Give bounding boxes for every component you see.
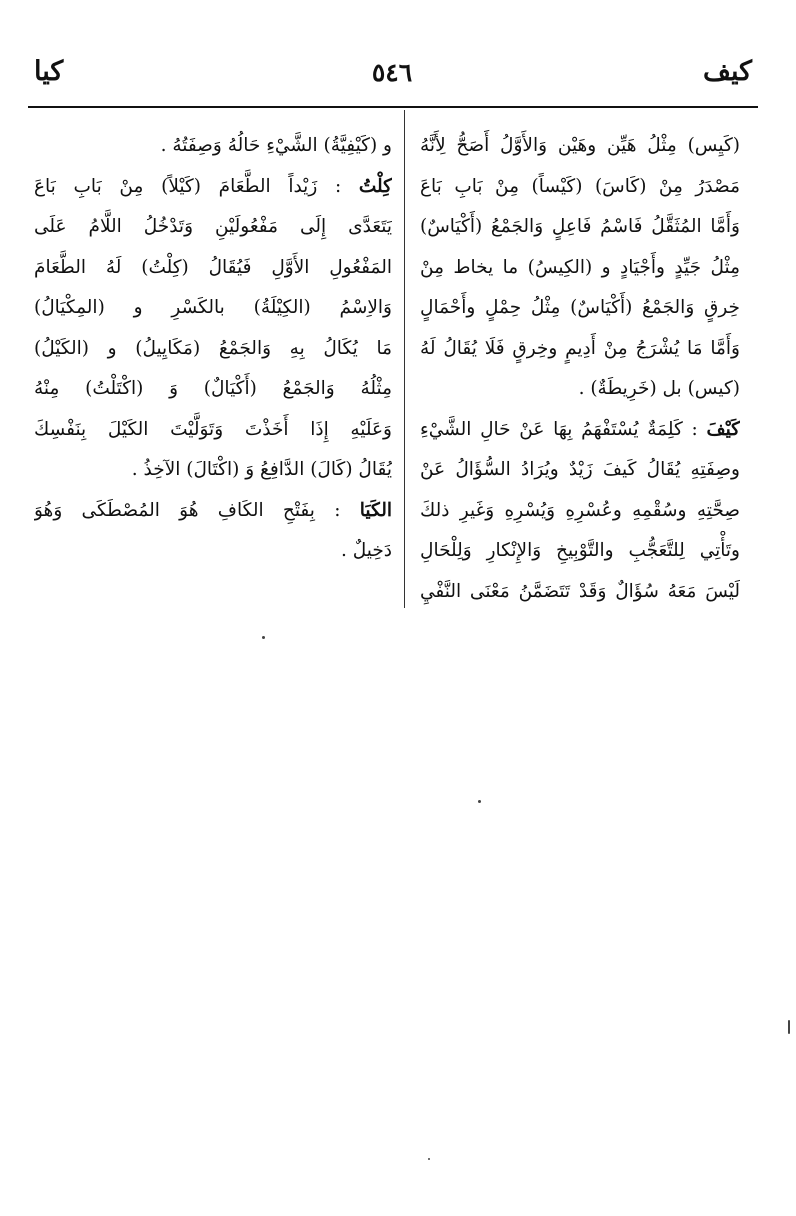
text-line: مَا يُكَالُ بِهِ وَالجَمْعُ (مَكَايِيلُ) و (الكَيْلُ) (34, 337, 392, 359)
text-line: وصِفَتِهِ يُقَالُ كَيفَ زَيْدٌ ويُرَادُ السُّؤَالُ عَنْ (420, 459, 740, 480)
entry-kiya-definition-start: : بِفَتْحِ الكَافِ هُوَ المُصْطَكَى وَهُوَ (34, 499, 341, 521)
entry-kilt-definition-start: : زَيْداً الطَّعَامَ (كَيْلاً) مِنْ بَابِ بَاعَ (34, 175, 342, 197)
header-rule (28, 106, 758, 108)
page-header (28, 52, 756, 102)
entry-headword-kayf: كَيْفَ (706, 418, 740, 440)
column-divider (404, 110, 405, 608)
text-line: وَأَمَّا مَا يُشْرَجُ مِنْ أَدِيمٍ وخِرقٍ فَلَا يُقَالُ لَهُ (420, 337, 740, 359)
text-line: (كيس) بل (خَرِيطَةٌ) . (578, 378, 740, 399)
scan-speck (262, 636, 265, 639)
text-line: (كَيِس) مِثْلُ هَيِّن وهَيْن وَالأَوَّلُ أَصَحُّ لِأَنَّهُ (420, 135, 740, 156)
scan-speck (428, 1158, 430, 1160)
page-number: ٥٤٦ (371, 58, 413, 87)
text-line: وتَأْتِي لِلتَّعَجُّبِ والتَّوْبِيخِ وَالإِنْكارِ وَلِلْحَالِ (420, 540, 740, 561)
text-line: مِثْلُهُ وَالجَمْعُ (أَكْيَالٌ) وَ (اكْتَلْتُ) مِنْهُ (34, 378, 392, 399)
header-left-word: كيا (34, 56, 64, 87)
text-line: وَعَلَيْهِ إِذَا أَخَذْتَ وَتَوَلَّيْتَ الكَيْلَ بِنَفْسِكَ (34, 418, 392, 440)
text-line: لَيْسَ مَعَهُ سُؤَالٌ وَقَدْ تَتَضَمَّنُ مَعْنَى النَّفْيِ (420, 580, 740, 602)
text-line: خِرقٍ وَالجَمْعُ (أَكْيَاسٌ) مِثْلُ حِمْلٍ وأَحْمَالٍ (420, 297, 740, 318)
right-column (420, 126, 740, 612)
entry-kayf-first-line (420, 410, 740, 451)
entry-kilt-first-line (34, 167, 392, 208)
text-line: و (كَيْفِيَّةُ) الشَّيْءِ حَالُهُ وَصِفَتُهُ . (160, 135, 392, 156)
left-column (34, 126, 392, 572)
text-line: مَصْدَرُ مِنْ (كَاسَ) (كَيْساً) مِنْ بَابِ بَاعَ (420, 175, 740, 197)
text-line: دَخِيلٌ . (340, 540, 392, 561)
text-line: وَالاِسْمُ (الكِيْلَةُ) بالكَسْرِ و (المِكْيَالُ) (34, 297, 392, 318)
scan-speck (788, 1020, 790, 1034)
text-line: صِحَّتِهِ وسُقْمِهِ وعُسْرِهِ وَيُسْرِهِ وَغَيرِ ذلكَ (420, 499, 740, 521)
text-line: مِثْلُ جَيِّدٍ وأَجْيَادٍ و (الكِيسُ) ما يخاط مِنْ (420, 256, 740, 278)
text-line: المَفْعُولِ الأَوَّلِ فَيُقَالُ (كِلْتُ) لَهُ الطَّعَامَ (34, 256, 392, 278)
entry-headword-kiya: الكَيَا (359, 499, 392, 521)
text-line: يُقَالُ (كَالَ) الدَّافِعُ وَ (اكْتَالَ) الآخِذُ . (131, 459, 392, 480)
header-right-word: كيف (703, 56, 752, 87)
entry-headword-kilt: كِلْتُ (358, 175, 392, 197)
entry-kayf-definition-start: : كَلِمَةٌ يُسْتَفْهَمُ بِهَا عَنْ حَالِ الشَّيْءِ (420, 418, 698, 440)
text-line: وَأَمَّا المُثَقَّلُ فَاسْمُ فَاعِلٍ وَالجَمْعُ (أَكْيَاسٌ) (420, 216, 740, 237)
entry-kiya-first-line (34, 491, 392, 532)
scan-speck (478, 800, 481, 803)
text-line: يَتَعَدَّى إِلَى مَفْعُولَيْنِ وَتَدْخُلُ اللَّامُ عَلَى (34, 216, 392, 237)
